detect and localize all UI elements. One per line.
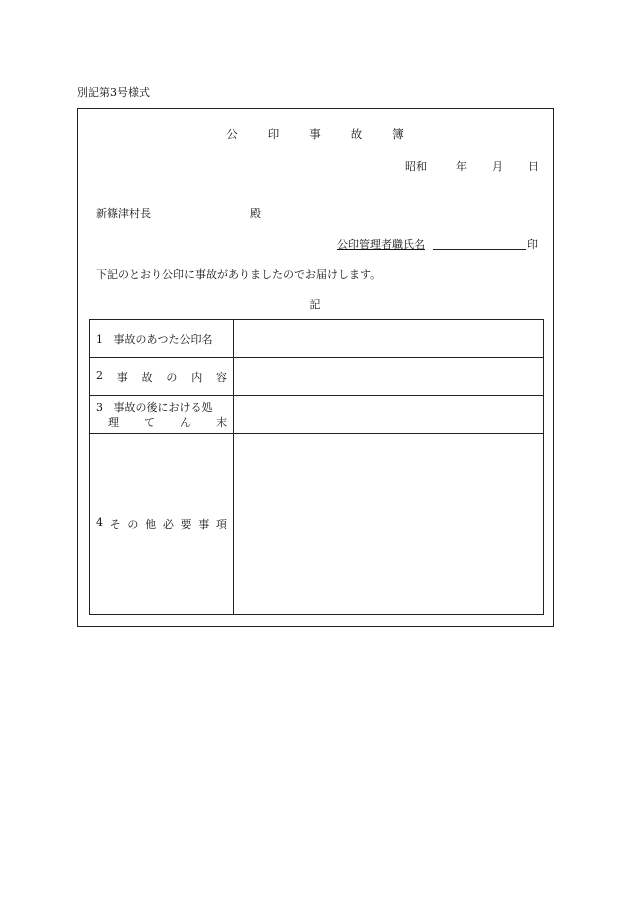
item-value-cell — [234, 358, 544, 396]
addressee: 新篠津村長 — [96, 207, 151, 220]
title-char: 事 — [309, 127, 321, 141]
ki-heading: 記 — [309, 298, 321, 311]
label-char: 故 — [141, 370, 153, 384]
item-number: 1 — [96, 332, 103, 346]
item-label — [90, 434, 234, 615]
incident-table — [89, 319, 544, 615]
title-char: 簿 — [392, 127, 404, 141]
item-value-cell — [234, 396, 544, 434]
item-number: 4 — [96, 516, 103, 529]
label-char: 内 — [191, 370, 203, 384]
label-char: の — [166, 370, 178, 384]
form-number-label: 別記第3号様式 — [77, 86, 150, 99]
date-day: 日 — [528, 160, 539, 173]
label-char: 項 — [215, 518, 227, 531]
date-era: 昭和 — [405, 160, 427, 173]
intro-text: 下記のとおり公印に事故がありましたのでお届けします。 — [96, 268, 382, 281]
item-number: 3 — [96, 400, 103, 414]
label-char: ん — [180, 415, 191, 429]
label-char: 容 — [215, 370, 227, 384]
title-char: 故 — [350, 127, 363, 141]
table-row — [90, 396, 544, 434]
item-label-text: 事故のあつた公印名 — [113, 332, 213, 346]
label-char: 事 — [116, 370, 128, 384]
label-char: そ — [109, 518, 121, 531]
label-char: 他 — [145, 518, 157, 531]
seal-mark: 印 — [527, 238, 538, 251]
label-char: 要 — [180, 518, 192, 531]
honorific: 殿 — [250, 207, 261, 220]
item-label-text: 事故の後における処 — [113, 400, 213, 414]
label-char: 事 — [198, 518, 210, 531]
item-value-cell — [234, 320, 544, 358]
title-char: 印 — [267, 127, 280, 141]
admin-name-underline — [433, 249, 526, 250]
label-char: 理 — [108, 415, 119, 429]
admin-label: 公印管理者職氏名 — [337, 238, 425, 251]
form-title — [0, 126, 630, 142]
table-row — [90, 434, 544, 615]
item-value-cell — [234, 434, 544, 615]
date-month: 月 — [492, 160, 503, 173]
item-label — [90, 320, 234, 358]
admin-name-field — [337, 236, 425, 252]
label-char: 必 — [162, 518, 174, 531]
table-row — [90, 320, 544, 358]
label-char: て — [144, 415, 155, 429]
item-label — [90, 358, 234, 396]
label-char: の — [127, 518, 139, 531]
date-year: 年 — [456, 160, 467, 173]
item-number: 2 — [96, 368, 103, 382]
label-char: 末 — [216, 415, 227, 429]
item-label — [90, 396, 234, 434]
table-row — [90, 358, 544, 396]
title-char: 公 — [226, 127, 238, 141]
